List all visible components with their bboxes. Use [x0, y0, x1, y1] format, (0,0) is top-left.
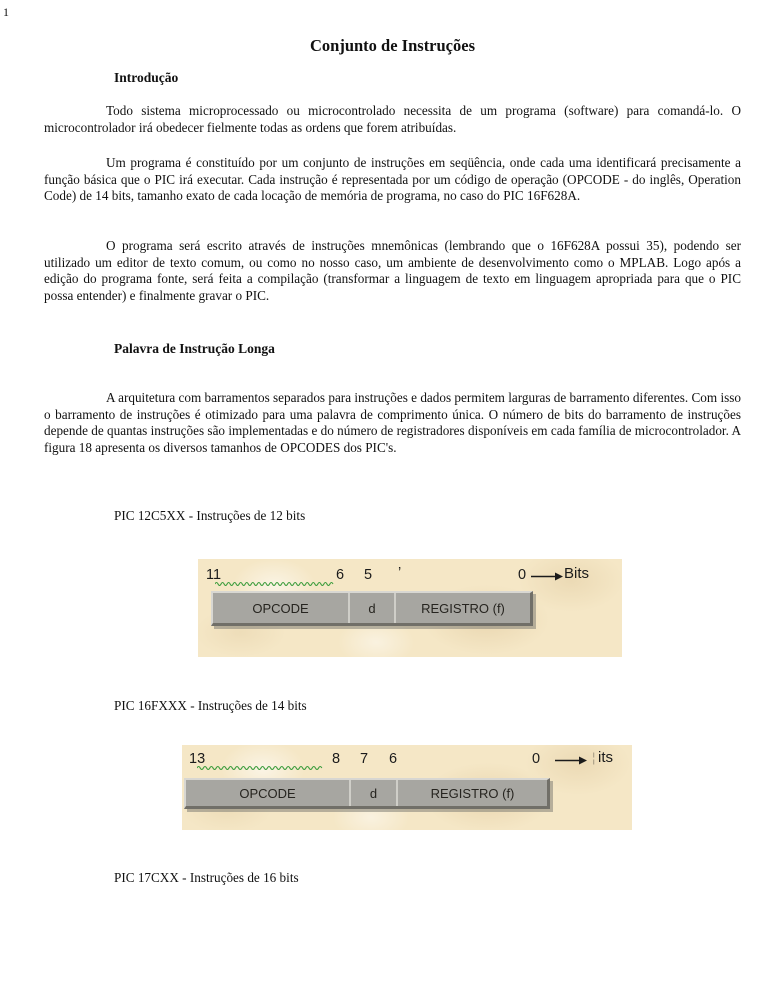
- figure-label-pic12c5xx: PIC 12C5XX - Instruções de 12 bits: [114, 508, 306, 523]
- paragraph: Um programa é constituído por um conjunto de instruções em seqüência, onde cada uma identificará precisamente a função básica que o PIC irá executar. Cada instrução é representada por um código de operação (OPCODE - do inglês, Operation Code) de 14 bits, tamanho exato de cada locação de memória de programa, no caso do PIC 16F628A.: [44, 155, 741, 204]
- page-title: Conjunto de Instruções: [309, 36, 476, 55]
- registro-f-field: REGISTRO (f): [394, 593, 530, 623]
- instruction-word-bar: [184, 778, 550, 809]
- paragraph: A arquitetura com barramentos separados para instruções e dados permitem larguras de barramento diferentes. Com isso o barramento de instruções é otimizado para uma palavra de comprimento única. O número de bits do barramento de instruções depende de quantas instruções são implementadas e do número de registradores disponíveis em cada família de microcontrolador. A figura 18 apresenta os diversos tamanhos de OPCODES dos PIC's.: [44, 390, 741, 455]
- bit-label-6: 6: [336, 567, 345, 583]
- paragraph: Todo sistema microprocessado ou microcontrolado necessita de um programa (software) para comandá-lo. O microcontrolador irá obedecer fielmente todas as ordens que forem atribuídas.: [44, 103, 741, 135]
- opcode-field: OPCODE: [252, 600, 309, 616]
- opcode-field: OPCODE: [239, 785, 296, 801]
- bit-label-11: 11: [206, 567, 222, 583]
- bit-label-13: 13: [189, 751, 206, 767]
- figure-12bit-instruction-word: [198, 559, 622, 657]
- bit-label-0: 0: [518, 567, 527, 583]
- bits-axis-label: Bits: [564, 565, 590, 582]
- bit-label-8: 8: [332, 751, 341, 767]
- wavy-underline-icon: [215, 580, 336, 586]
- bit-label-7: 7: [360, 751, 369, 767]
- registro-f-field: REGISTRO (f): [396, 780, 547, 806]
- section-heading-palavra-de-instrucao-longa: Palavra de Instrução Longa: [114, 341, 275, 356]
- bit-label-6: 6: [389, 751, 398, 767]
- arrow-right-icon: [531, 572, 563, 581]
- figure-label-pic17cxx: PIC 17CXX - Instruções de 16 bits: [114, 870, 299, 885]
- d-field: d: [349, 780, 396, 806]
- bit-label-0: 0: [532, 751, 541, 767]
- bits-axis-label: its: [598, 749, 613, 766]
- wavy-underline-icon: [197, 764, 325, 770]
- tick-mark: ’: [398, 565, 402, 581]
- section-heading-introducao: Introdução: [114, 70, 179, 85]
- paragraph: O programa será escrito através de instruções mnemônicas (lembrando que o 16F628A possui 35), podendo ser utilizado um editor de texto comum, ou como no nosso caso, um ambiente de desenvolvimento como o MPLAB. Logo após a edição do programa fonte, será feita a compilação (transformar a linguagem de texto em linguagem apropriada para que o PIC possa entender) e finalmente gravar o PIC.: [44, 238, 741, 303]
- cropped-letter-fragment: ¦: [592, 750, 595, 765]
- instruction-word-bar: [211, 591, 533, 626]
- figure-14bit-instruction-word: [182, 745, 632, 830]
- figure-label-pic16fxxx: PIC 16FXXX - Instruções de 14 bits: [114, 698, 307, 713]
- arrow-right-icon: [554, 756, 588, 765]
- d-field: d: [348, 593, 394, 623]
- bit-label-5: 5: [364, 567, 373, 583]
- page-number: 1: [3, 5, 9, 19]
